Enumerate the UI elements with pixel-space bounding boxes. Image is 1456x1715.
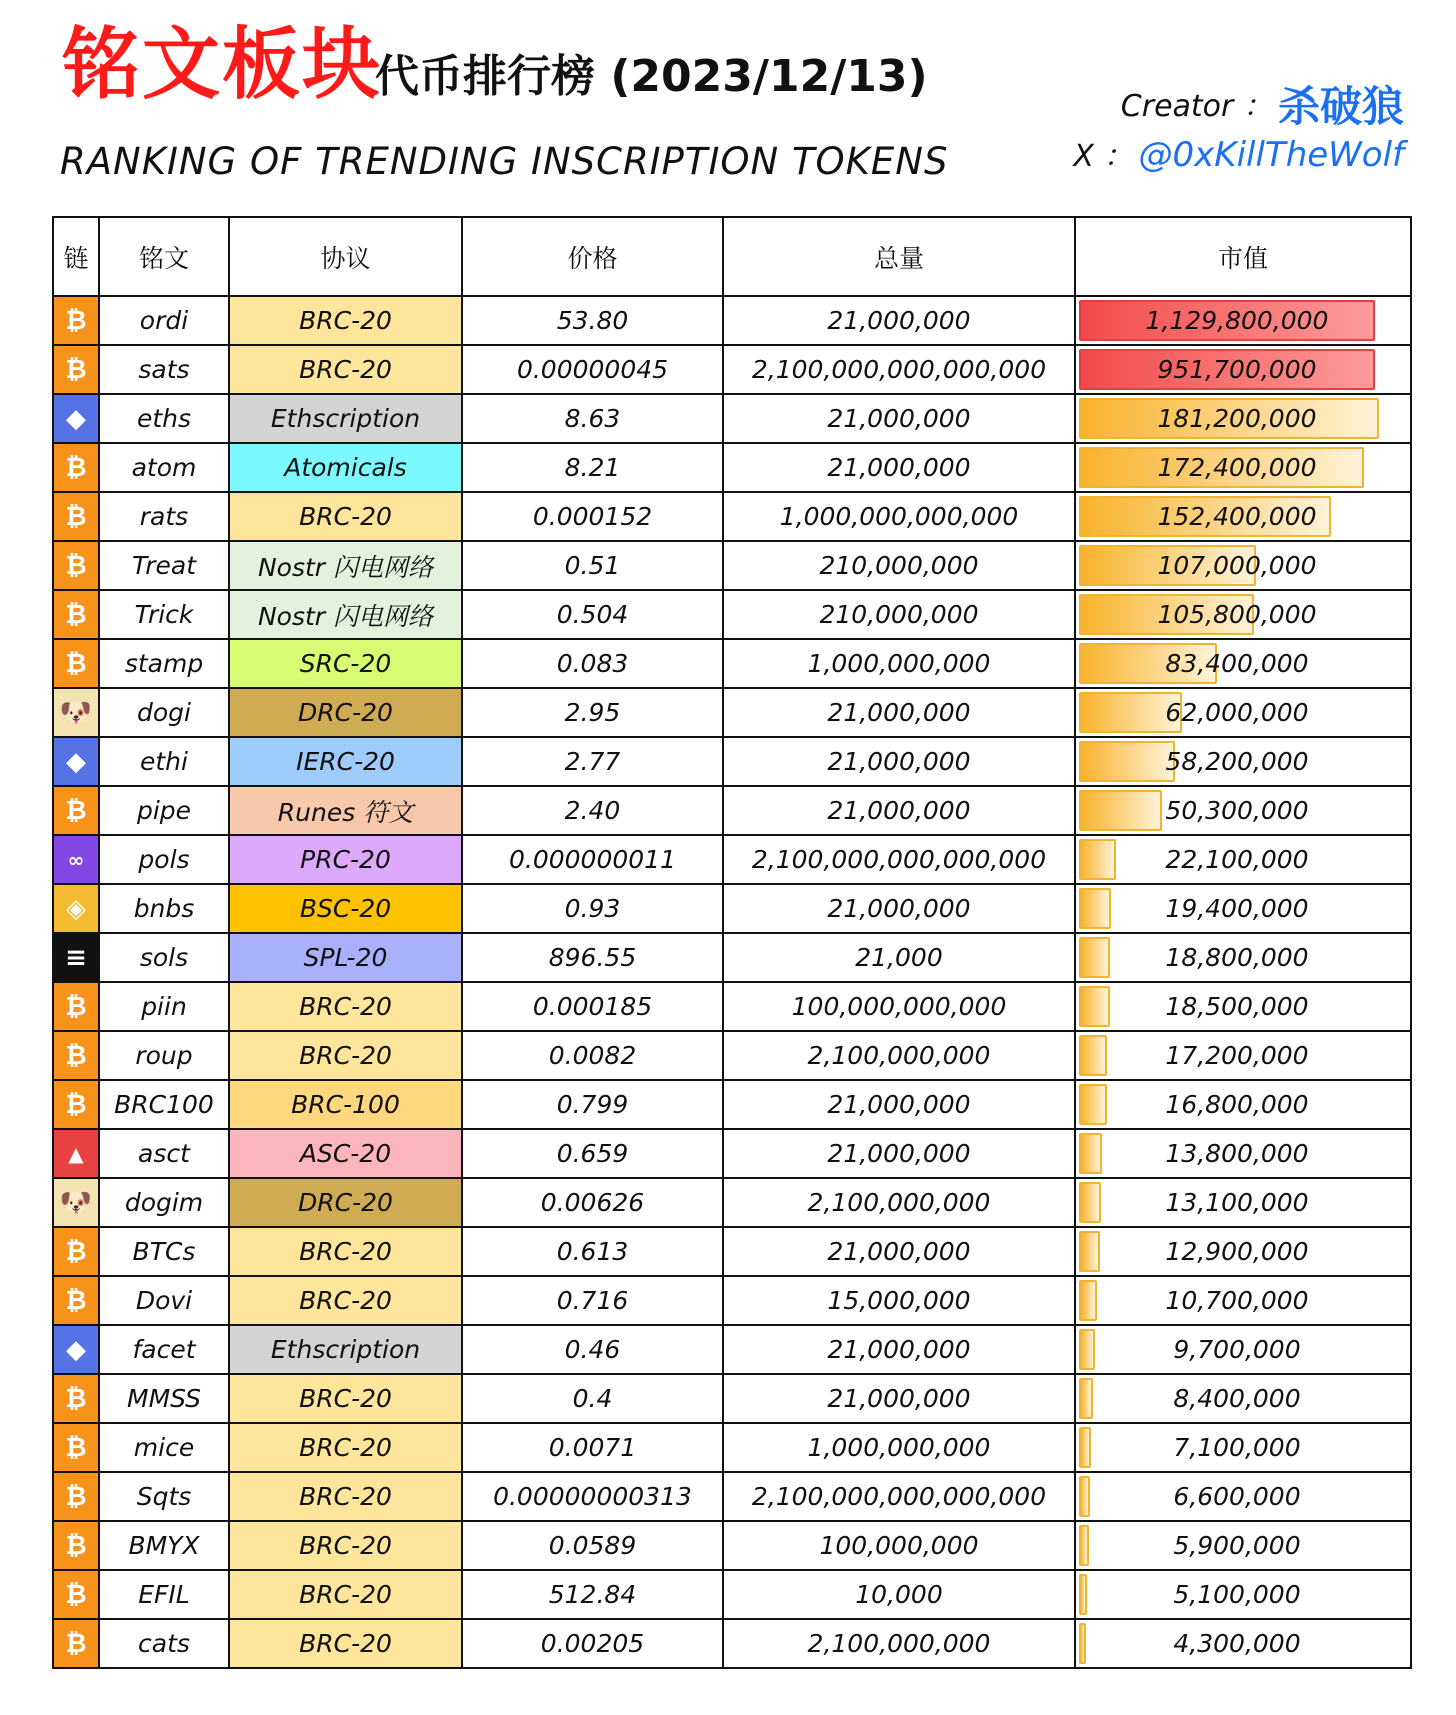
- table-row: [53, 590, 1411, 639]
- market-cap-value: 951,700,000: [1157, 355, 1317, 384]
- protocol-cell: Nostr 闪电网络: [229, 541, 462, 590]
- table-row: [53, 345, 1411, 394]
- ethereum-icon: ◆: [54, 738, 98, 785]
- table-row: [53, 1472, 1411, 1521]
- supply-cell: 2,100,000,000: [723, 1178, 1075, 1227]
- market-cap-cell: [1075, 492, 1411, 541]
- price-cell: 0.0082: [462, 1031, 723, 1080]
- protocol-cell: BRC-20: [229, 1619, 462, 1668]
- chain-cell: [53, 1080, 99, 1129]
- supply-cell: 1,000,000,000: [723, 1423, 1075, 1472]
- table-row: [53, 786, 1411, 835]
- price-cell: 8.21: [462, 443, 723, 492]
- protocol-cell: SRC-20: [229, 639, 462, 688]
- market-cap-value: 17,200,000: [1165, 1041, 1309, 1070]
- market-cap-cell: [1075, 688, 1411, 737]
- table-row: [53, 982, 1411, 1031]
- market-cap-cell: [1075, 541, 1411, 590]
- supply-cell: 21,000,000: [723, 1080, 1075, 1129]
- table-row: [53, 1374, 1411, 1423]
- price-cell: 0.504: [462, 590, 723, 639]
- column-header-protocol: 协议: [229, 217, 462, 296]
- supply-cell: 1,000,000,000: [723, 639, 1075, 688]
- creator-name: 杀破狼: [1277, 82, 1404, 131]
- protocol-cell: Atomicals: [229, 443, 462, 492]
- market-cap-cell: [1075, 1031, 1411, 1080]
- bitcoin-icon: ₿: [54, 640, 98, 687]
- market-cap-value: 152,400,000: [1157, 502, 1317, 531]
- token-cell: dogim: [99, 1178, 229, 1227]
- protocol-cell: BRC-100: [229, 1080, 462, 1129]
- token-cell: Trick: [99, 590, 229, 639]
- price-cell: 0.613: [462, 1227, 723, 1276]
- token-cell: BTCs: [99, 1227, 229, 1276]
- market-cap-cell: [1075, 786, 1411, 835]
- chain-cell: [53, 1570, 99, 1619]
- chain-cell: [53, 492, 99, 541]
- chain-cell: [53, 737, 99, 786]
- protocol-cell: BRC-20: [229, 1227, 462, 1276]
- column-header-market-cap: 市值: [1075, 217, 1411, 296]
- price-cell: 0.659: [462, 1129, 723, 1178]
- chain-cell: [53, 1521, 99, 1570]
- creator-label: Creator ：: [1120, 89, 1273, 124]
- supply-cell: 2,100,000,000: [723, 1619, 1075, 1668]
- chain-cell: [53, 982, 99, 1031]
- protocol-cell: Nostr 闪电网络: [229, 590, 462, 639]
- supply-cell: 210,000,000: [723, 541, 1075, 590]
- market-cap-cell: [1075, 1227, 1411, 1276]
- bitcoin-icon: ₿: [54, 1522, 98, 1569]
- column-header-chain: 链: [53, 217, 99, 296]
- chain-cell: [53, 1374, 99, 1423]
- column-header-token: 铭文: [99, 217, 229, 296]
- market-cap-bar: [1079, 1084, 1107, 1125]
- market-cap-cell: [1075, 982, 1411, 1031]
- table-row: [53, 688, 1411, 737]
- chain-cell: [53, 443, 99, 492]
- dogecoin-icon: 🐶: [54, 689, 98, 736]
- market-cap-value: 12,900,000: [1165, 1237, 1309, 1266]
- price-cell: 0.799: [462, 1080, 723, 1129]
- protocol-cell: PRC-20: [229, 835, 462, 884]
- market-cap-bar: [1079, 1476, 1090, 1517]
- price-cell: 896.55: [462, 933, 723, 982]
- token-cell: Treat: [99, 541, 229, 590]
- price-cell: 53.80: [462, 296, 723, 345]
- page-subtitle: 代币排行榜 (2023/12/13): [375, 51, 928, 102]
- bitcoin-icon: ₿: [54, 1228, 98, 1275]
- market-cap-cell: [1075, 345, 1411, 394]
- market-cap-value: 5,900,000: [1173, 1531, 1301, 1560]
- table-row: [53, 296, 1411, 345]
- protocol-cell: ASC-20: [229, 1129, 462, 1178]
- market-cap-value: 5,100,000: [1173, 1580, 1301, 1609]
- table-row: [53, 1423, 1411, 1472]
- token-cell: atom: [99, 443, 229, 492]
- price-cell: 0.93: [462, 884, 723, 933]
- x-credit: [1073, 135, 1404, 175]
- price-cell: 2.77: [462, 737, 723, 786]
- token-cell: pipe: [99, 786, 229, 835]
- price-cell: 0.00000000313: [462, 1472, 723, 1521]
- market-cap-bar: [1079, 1329, 1095, 1370]
- supply-cell: 21,000,000: [723, 394, 1075, 443]
- ethereum-icon: ◆: [54, 395, 98, 442]
- market-cap-bar: [1079, 1427, 1091, 1468]
- table-row: [53, 1521, 1411, 1570]
- market-cap-cell: [1075, 443, 1411, 492]
- chain-cell: [53, 786, 99, 835]
- x-handle-link[interactable]: @0xKillTheWolf: [1138, 135, 1404, 175]
- chain-cell: [53, 1619, 99, 1668]
- market-cap-cell: [1075, 884, 1411, 933]
- bitcoin-icon: ₿: [54, 493, 98, 540]
- token-cell: roup: [99, 1031, 229, 1080]
- token-cell: Sqts: [99, 1472, 229, 1521]
- creator-credit: [1120, 82, 1404, 131]
- bitcoin-icon: ₿: [54, 297, 98, 344]
- market-cap-bar: [1079, 1574, 1087, 1615]
- token-cell: stamp: [99, 639, 229, 688]
- bitcoin-icon: ₿: [54, 983, 98, 1030]
- chain-cell: [53, 1276, 99, 1325]
- chain-cell: [53, 590, 99, 639]
- token-cell: ordi: [99, 296, 229, 345]
- chain-cell: [53, 345, 99, 394]
- chain-cell: [53, 688, 99, 737]
- market-cap-cell: [1075, 1521, 1411, 1570]
- market-cap-value: 8,400,000: [1173, 1384, 1301, 1413]
- supply-cell: 21,000,000: [723, 737, 1075, 786]
- table-row: [53, 1178, 1411, 1227]
- token-cell: ethi: [99, 737, 229, 786]
- table-row: [53, 1080, 1411, 1129]
- token-cell: asct: [99, 1129, 229, 1178]
- column-header-price: 价格: [462, 217, 723, 296]
- supply-cell: 21,000,000: [723, 443, 1075, 492]
- market-cap-cell: [1075, 1276, 1411, 1325]
- supply-cell: 1,000,000,000,000: [723, 492, 1075, 541]
- supply-cell: 21,000,000: [723, 1227, 1075, 1276]
- market-cap-cell: [1075, 1374, 1411, 1423]
- market-cap-value: 13,800,000: [1165, 1139, 1309, 1168]
- price-cell: 0.716: [462, 1276, 723, 1325]
- solana-icon: ≡: [54, 934, 98, 981]
- market-cap-value: 16,800,000: [1165, 1090, 1309, 1119]
- supply-cell: 2,100,000,000,000,000: [723, 835, 1075, 884]
- market-cap-value: 4,300,000: [1173, 1629, 1301, 1658]
- protocol-cell: BRC-20: [229, 345, 462, 394]
- protocol-cell: SPL-20: [229, 933, 462, 982]
- protocol-cell: BRC-20: [229, 982, 462, 1031]
- price-cell: 0.0071: [462, 1423, 723, 1472]
- price-cell: 0.00000045: [462, 345, 723, 394]
- market-cap-bar: [1079, 1035, 1107, 1076]
- dogecoin-icon: 🐶: [54, 1179, 98, 1226]
- table-row: [53, 639, 1411, 688]
- bitcoin-icon: ₿: [54, 1277, 98, 1324]
- market-cap-value: 18,800,000: [1165, 943, 1309, 972]
- supply-cell: 100,000,000,000: [723, 982, 1075, 1031]
- chain-cell: [53, 296, 99, 345]
- chain-cell: [53, 1031, 99, 1080]
- market-cap-bar: [1079, 1623, 1086, 1664]
- token-cell: piin: [99, 982, 229, 1031]
- market-cap-value: 9,700,000: [1173, 1335, 1301, 1364]
- price-cell: 0.00626: [462, 1178, 723, 1227]
- token-cell: eths: [99, 394, 229, 443]
- supply-cell: 2,100,000,000: [723, 1031, 1075, 1080]
- market-cap-value: 107,000,000: [1157, 551, 1317, 580]
- market-cap-cell: [1075, 1423, 1411, 1472]
- chain-cell: [53, 1227, 99, 1276]
- price-cell: 0.000000011: [462, 835, 723, 884]
- protocol-cell: BSC-20: [229, 884, 462, 933]
- table-row: [53, 1570, 1411, 1619]
- market-cap-value: 50,300,000: [1165, 796, 1309, 825]
- bnb-icon: ◈: [54, 885, 98, 932]
- bitcoin-icon: ₿: [54, 1081, 98, 1128]
- market-cap-bar: [1079, 888, 1111, 929]
- protocol-cell: IERC-20: [229, 737, 462, 786]
- market-cap-value: 7,100,000: [1173, 1433, 1301, 1462]
- market-cap-cell: [1075, 639, 1411, 688]
- chain-cell: [53, 884, 99, 933]
- table-row: [53, 1325, 1411, 1374]
- market-cap-bar: [1079, 790, 1162, 831]
- protocol-cell: BRC-20: [229, 1374, 462, 1423]
- supply-cell: 210,000,000: [723, 590, 1075, 639]
- market-cap-cell: [1075, 1178, 1411, 1227]
- price-cell: 8.63: [462, 394, 723, 443]
- chain-cell: [53, 1129, 99, 1178]
- protocol-cell: DRC-20: [229, 1178, 462, 1227]
- bitcoin-icon: ₿: [54, 542, 98, 589]
- supply-cell: 21,000,000: [723, 884, 1075, 933]
- market-cap-cell: [1075, 590, 1411, 639]
- table-row: [53, 737, 1411, 786]
- chain-cell: [53, 1178, 99, 1227]
- supply-cell: 2,100,000,000,000,000: [723, 1472, 1075, 1521]
- supply-cell: 2,100,000,000,000,000: [723, 345, 1075, 394]
- market-cap-cell: [1075, 1129, 1411, 1178]
- avalanche-icon: ▲: [54, 1130, 98, 1177]
- market-cap-value: 10,700,000: [1165, 1286, 1309, 1315]
- page-title: 铭文板块: [62, 20, 383, 110]
- table-body: [53, 296, 1411, 1668]
- table-row: [53, 1129, 1411, 1178]
- protocol-cell: BRC-20: [229, 1276, 462, 1325]
- protocol-cell: BRC-20: [229, 1521, 462, 1570]
- bitcoin-icon: ₿: [54, 787, 98, 834]
- market-cap-value: 18,500,000: [1165, 992, 1309, 1021]
- token-cell: rats: [99, 492, 229, 541]
- market-cap-bar: [1079, 1231, 1100, 1272]
- market-cap-bar: [1079, 741, 1175, 782]
- bitcoin-icon: ₿: [54, 346, 98, 393]
- token-cell: sols: [99, 933, 229, 982]
- token-cell: sats: [99, 345, 229, 394]
- bitcoin-icon: ₿: [54, 1375, 98, 1422]
- market-cap-value: 13,100,000: [1165, 1188, 1309, 1217]
- price-cell: 0.46: [462, 1325, 723, 1374]
- market-cap-value: 6,600,000: [1173, 1482, 1301, 1511]
- supply-cell: 21,000: [723, 933, 1075, 982]
- protocol-cell: BRC-20: [229, 1423, 462, 1472]
- table-row: [53, 1227, 1411, 1276]
- market-cap-cell: [1075, 296, 1411, 345]
- market-cap-cell: [1075, 933, 1411, 982]
- table-row: [53, 394, 1411, 443]
- market-cap-bar: [1079, 1280, 1097, 1321]
- market-cap-cell: [1075, 737, 1411, 786]
- market-cap-bar: [1079, 1182, 1101, 1223]
- table-row: [53, 835, 1411, 884]
- header-row: [53, 217, 1411, 296]
- price-cell: 512.84: [462, 1570, 723, 1619]
- supply-cell: 100,000,000: [723, 1521, 1075, 1570]
- protocol-cell: DRC-20: [229, 688, 462, 737]
- bitcoin-icon: ₿: [54, 591, 98, 638]
- bitcoin-icon: ₿: [54, 1032, 98, 1079]
- market-cap-bar: [1079, 839, 1116, 880]
- chain-cell: [53, 1423, 99, 1472]
- price-cell: 2.95: [462, 688, 723, 737]
- chain-cell: [53, 835, 99, 884]
- price-cell: 0.000152: [462, 492, 723, 541]
- token-cell: BRC100: [99, 1080, 229, 1129]
- token-cell: bnbs: [99, 884, 229, 933]
- token-cell: MMSS: [99, 1374, 229, 1423]
- bitcoin-icon: ₿: [54, 1424, 98, 1471]
- polygon-icon: ∞: [54, 836, 98, 883]
- market-cap-value: 105,800,000: [1157, 600, 1317, 629]
- market-cap-value: 172,400,000: [1157, 453, 1317, 482]
- token-cell: cats: [99, 1619, 229, 1668]
- market-cap-cell: [1075, 1619, 1411, 1668]
- supply-cell: 10,000: [723, 1570, 1075, 1619]
- chain-cell: [53, 1325, 99, 1374]
- market-cap-cell: [1075, 1080, 1411, 1129]
- price-cell: 0.0589: [462, 1521, 723, 1570]
- ranking-table: [52, 216, 1412, 1669]
- token-cell: BMYX: [99, 1521, 229, 1570]
- bitcoin-icon: ₿: [54, 1571, 98, 1618]
- market-cap-value: 58,200,000: [1165, 747, 1309, 776]
- price-cell: 0.083: [462, 639, 723, 688]
- price-cell: 0.51: [462, 541, 723, 590]
- token-cell: facet: [99, 1325, 229, 1374]
- supply-cell: 21,000,000: [723, 1325, 1075, 1374]
- table-row: [53, 1031, 1411, 1080]
- token-cell: pols: [99, 835, 229, 884]
- market-cap-value: 83,400,000: [1165, 649, 1309, 678]
- supply-cell: 21,000,000: [723, 688, 1075, 737]
- bitcoin-icon: ₿: [54, 1620, 98, 1667]
- protocol-cell: BRC-20: [229, 492, 462, 541]
- protocol-cell: Runes 符文: [229, 786, 462, 835]
- market-cap-cell: [1075, 394, 1411, 443]
- english-title: RANKING OF TRENDING INSCRIPTION TOKENS: [60, 140, 949, 183]
- market-cap-bar: [1079, 986, 1110, 1027]
- market-cap-cell: [1075, 835, 1411, 884]
- table-row: [53, 492, 1411, 541]
- chain-cell: [53, 541, 99, 590]
- market-cap-value: 19,400,000: [1165, 894, 1309, 923]
- table-row: [53, 541, 1411, 590]
- supply-cell: 21,000,000: [723, 296, 1075, 345]
- supply-cell: 15,000,000: [723, 1276, 1075, 1325]
- token-cell: Dovi: [99, 1276, 229, 1325]
- protocol-cell: BRC-20: [229, 296, 462, 345]
- supply-cell: 21,000,000: [723, 1374, 1075, 1423]
- market-cap-value: 1,129,800,000: [1145, 306, 1329, 335]
- table-row: [53, 1619, 1411, 1668]
- market-cap-cell: [1075, 1325, 1411, 1374]
- market-cap-cell: [1075, 1472, 1411, 1521]
- protocol-cell: BRC-20: [229, 1472, 462, 1521]
- chain-cell: [53, 394, 99, 443]
- token-cell: mice: [99, 1423, 229, 1472]
- table-row: [53, 933, 1411, 982]
- bitcoin-icon: ₿: [54, 1473, 98, 1520]
- x-label: X ：: [1073, 139, 1134, 174]
- chain-cell: [53, 639, 99, 688]
- market-cap-cell: [1075, 1570, 1411, 1619]
- market-cap-bar: [1079, 937, 1110, 978]
- token-cell: EFIL: [99, 1570, 229, 1619]
- price-cell: 0.4: [462, 1374, 723, 1423]
- supply-cell: 21,000,000: [723, 786, 1075, 835]
- protocol-cell: Ethscription: [229, 1325, 462, 1374]
- price-cell: 2.40: [462, 786, 723, 835]
- market-cap-value: 62,000,000: [1165, 698, 1309, 727]
- token-cell: dogi: [99, 688, 229, 737]
- price-cell: 0.00205: [462, 1619, 723, 1668]
- chain-cell: [53, 933, 99, 982]
- price-cell: 0.000185: [462, 982, 723, 1031]
- protocol-cell: BRC-20: [229, 1570, 462, 1619]
- market-cap-bar: [1079, 1378, 1093, 1419]
- market-cap-bar: [1079, 1525, 1089, 1566]
- table-row: [53, 884, 1411, 933]
- chain-cell: [53, 1472, 99, 1521]
- market-cap-bar: [1079, 1133, 1102, 1174]
- bitcoin-icon: ₿: [54, 444, 98, 491]
- market-cap-value: 22,100,000: [1165, 845, 1309, 874]
- table-row: [53, 1276, 1411, 1325]
- supply-cell: 21,000,000: [723, 1129, 1075, 1178]
- protocol-cell: BRC-20: [229, 1031, 462, 1080]
- table-row: [53, 443, 1411, 492]
- ethereum-icon: ◆: [54, 1326, 98, 1373]
- market-cap-value: 181,200,000: [1157, 404, 1317, 433]
- column-header-supply: 总量: [723, 217, 1075, 296]
- protocol-cell: Ethscription: [229, 394, 462, 443]
